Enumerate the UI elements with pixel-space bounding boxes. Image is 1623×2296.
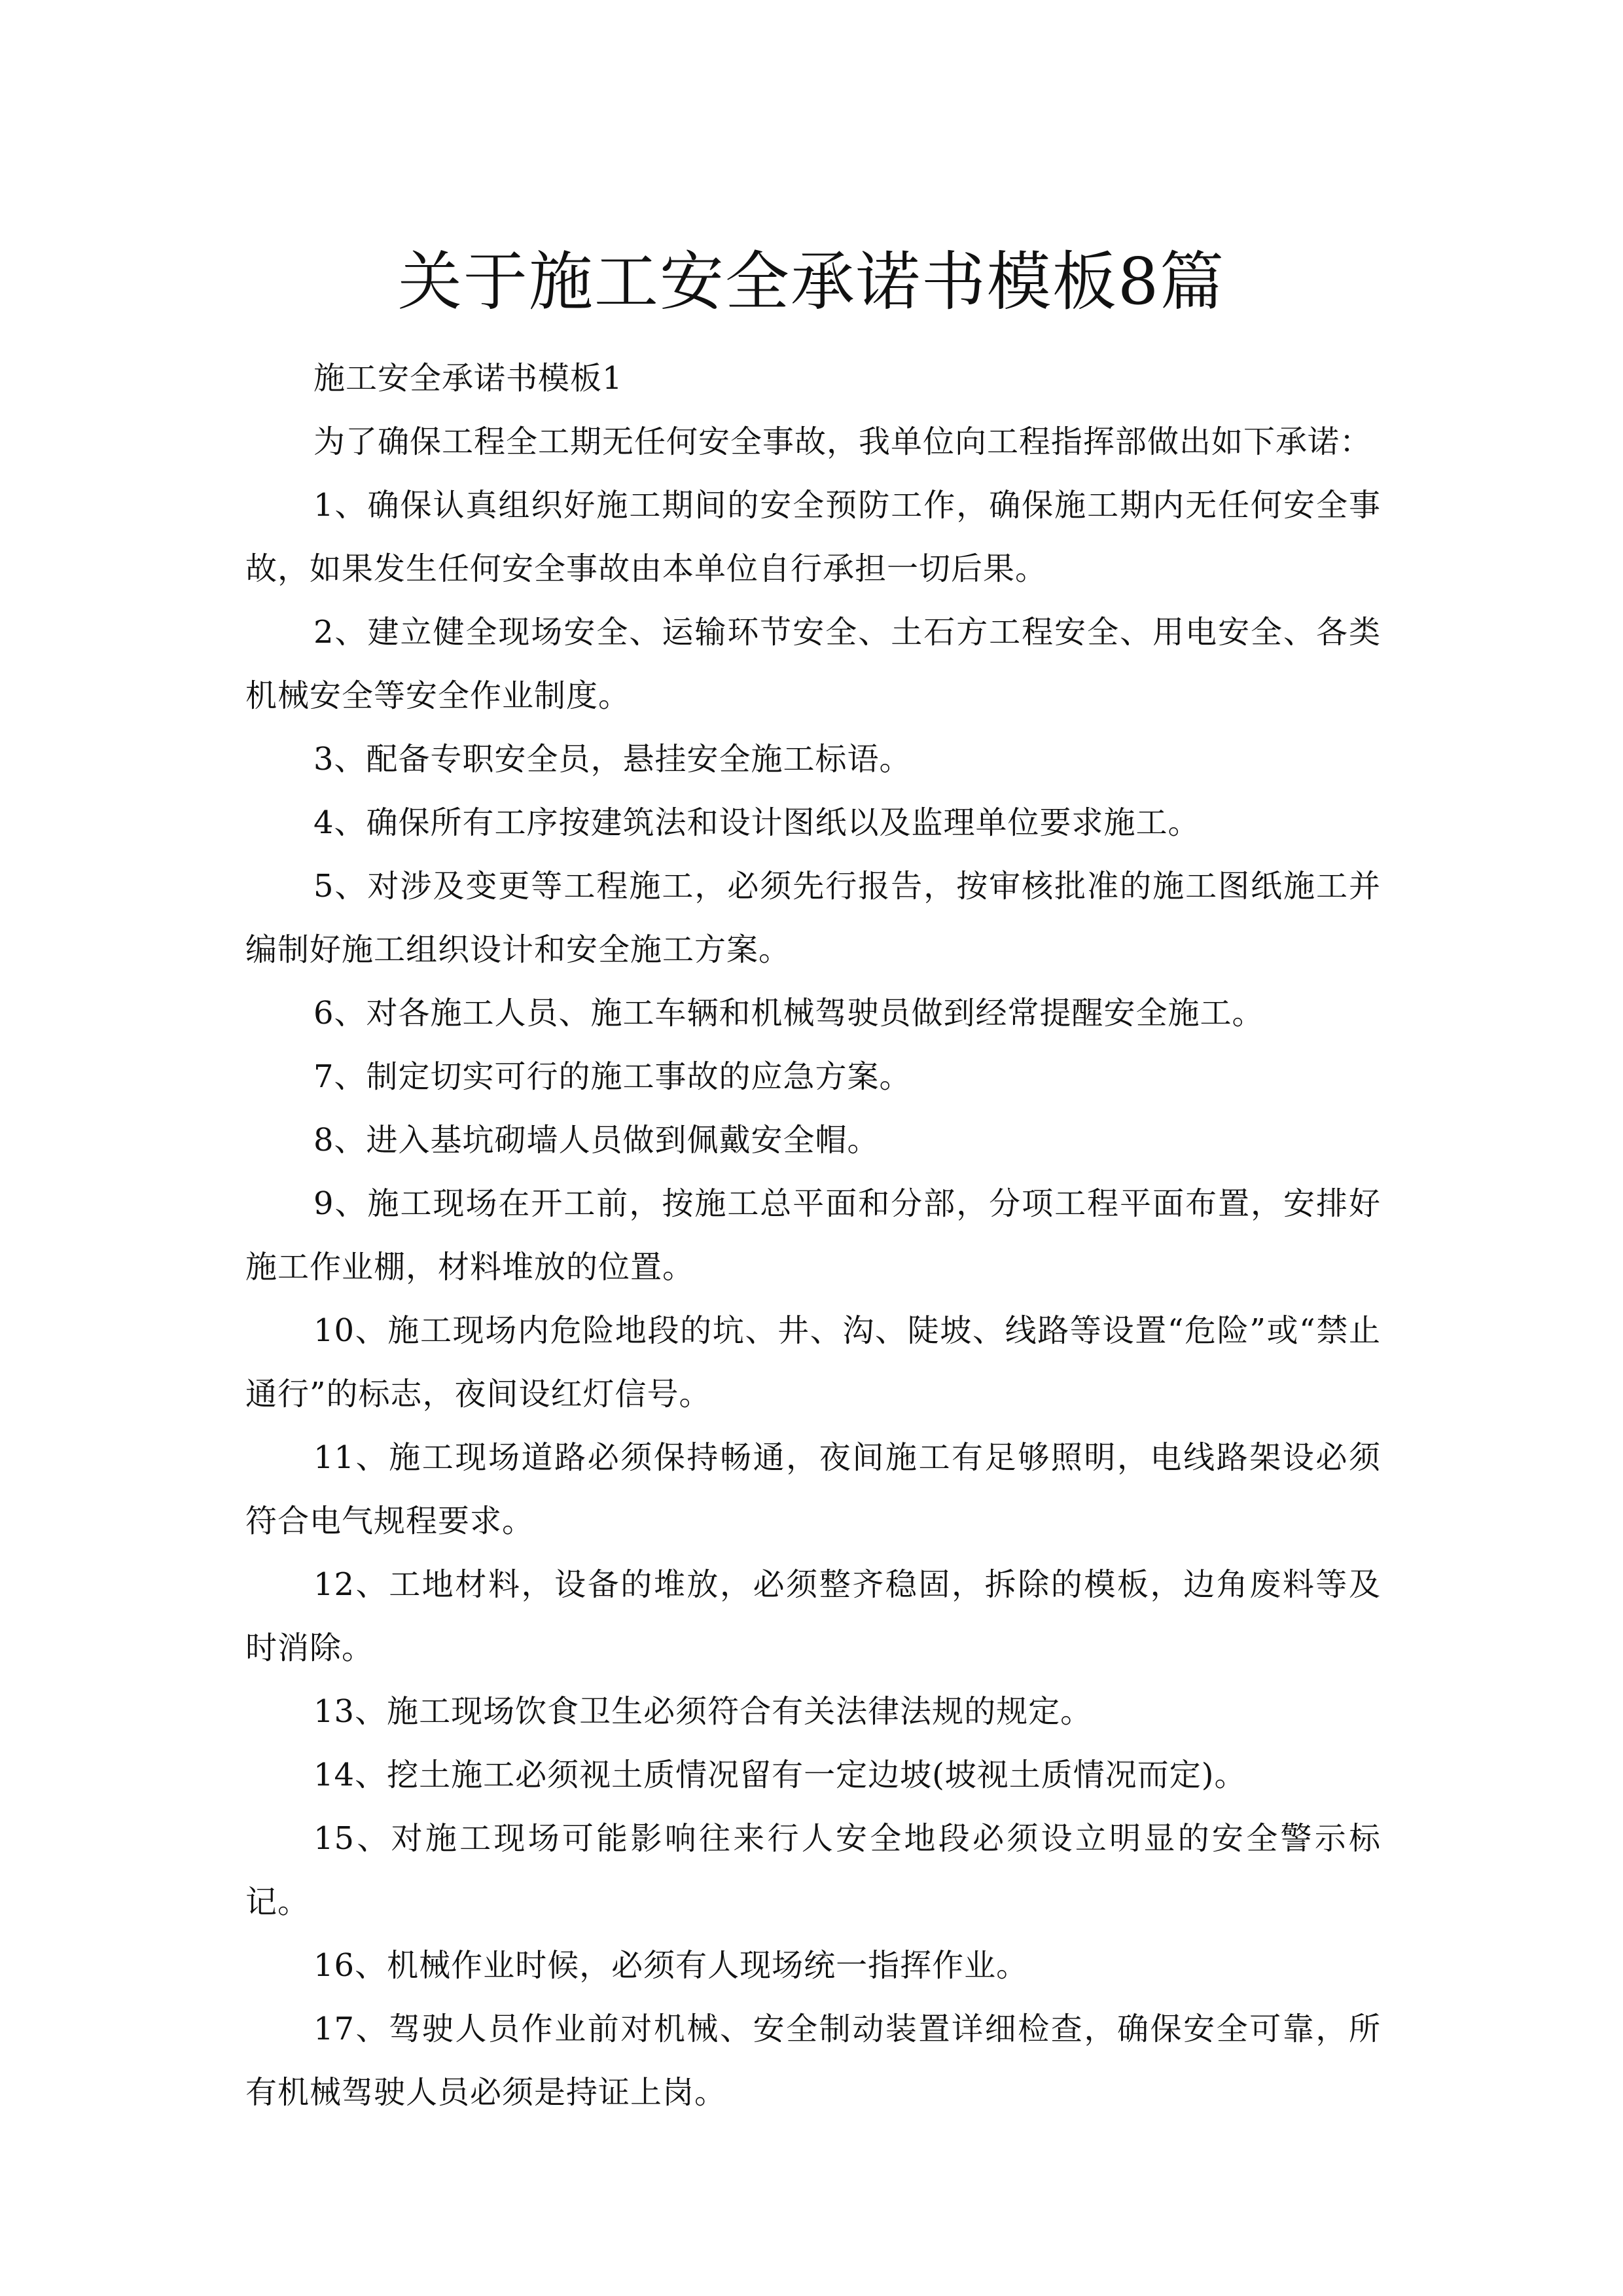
section-heading: 施工安全承诺书模板1 — [313, 360, 623, 397]
document-body — [245, 347, 1381, 2125]
commitment-item-4: 4、确保所有工序按建筑法和设计图纸以及监理单位要求施工。 — [313, 804, 1200, 841]
commitment-item-9: 9、施工现场在开工前，按施工总平面和分部，分项工程平面布置，安排好施工作业棚，材料堆放的位置。 — [245, 1185, 1381, 1285]
document-title: 关于施工安全承诺书模板8篇 — [397, 244, 1226, 319]
commitment-item-14: 14、挖土施工必须视土质情况留有一定边坡(坡视土质情况而定)。 — [313, 1757, 1247, 1793]
commitment-item-3: 3、配备专职安全员，悬挂安全施工标语。 — [313, 741, 912, 778]
commitment-item-16: 16、机械作业时候，必须有人现场统一指挥作业。 — [313, 1947, 1029, 1984]
intro-paragraph: 为了确保工程全工期无任何安全事故，我单位向工程指挥部做出如下承诺： — [313, 423, 1372, 460]
commitment-item-8: 8、进入基坑砌墙人员做到佩戴安全帽。 — [313, 1122, 880, 1158]
commitment-item-7: 7、制定切实可行的施工事故的应急方案。 — [313, 1058, 912, 1095]
commitment-item-6: 6、对各施工人员、施工车辆和机械驾驶员做到经常提醒安全施工。 — [313, 995, 1264, 1031]
commitment-item-1: 1、确保认真组织好施工期间的安全预防工作，确保施工期内无任何安全事故，如果发生任何安全事故由本单位自行承担一切后果。 — [245, 487, 1381, 587]
commitment-item-11: 11、施工现场道路必须保持畅通，夜间施工有足够照明，电线路架设必须符合电气规程要求。 — [245, 1439, 1381, 1539]
commitment-item-13: 13、施工现场饮食卫生必须符合有关法律法规的规定。 — [313, 1693, 1093, 1730]
commitment-item-12: 12、工地材料，设备的堆放，必须整齐稳固，拆除的模板，边角废料等及时消除。 — [245, 1566, 1381, 1666]
commitment-item-2: 2、建立健全现场安全、运输环节安全、土石方工程安全、用电安全、各类机械安全等安全作业制度。 — [245, 614, 1381, 714]
commitment-item-10: 10、施工现场内危险地段的坑、井、沟、陡坡、线路等设置“危险”或“禁止通行”的标志，夜间设红灯信号。 — [245, 1312, 1381, 1412]
commitment-item-17: 17、驾驶人员作业前对机械、安全制动装置详细检查，确保安全可靠，所有机械驾驶人员必须是持证上岗。 — [245, 2011, 1381, 2111]
commitment-item-15: 15、对施工现场可能影响往来行人安全地段必须设立明显的安全警示标记。 — [245, 1820, 1381, 1920]
commitment-item-5: 5、对涉及变更等工程施工，必须先行报告，按审核批准的施工图纸施工并编制好施工组织设计和安全施工方案。 — [245, 868, 1381, 968]
